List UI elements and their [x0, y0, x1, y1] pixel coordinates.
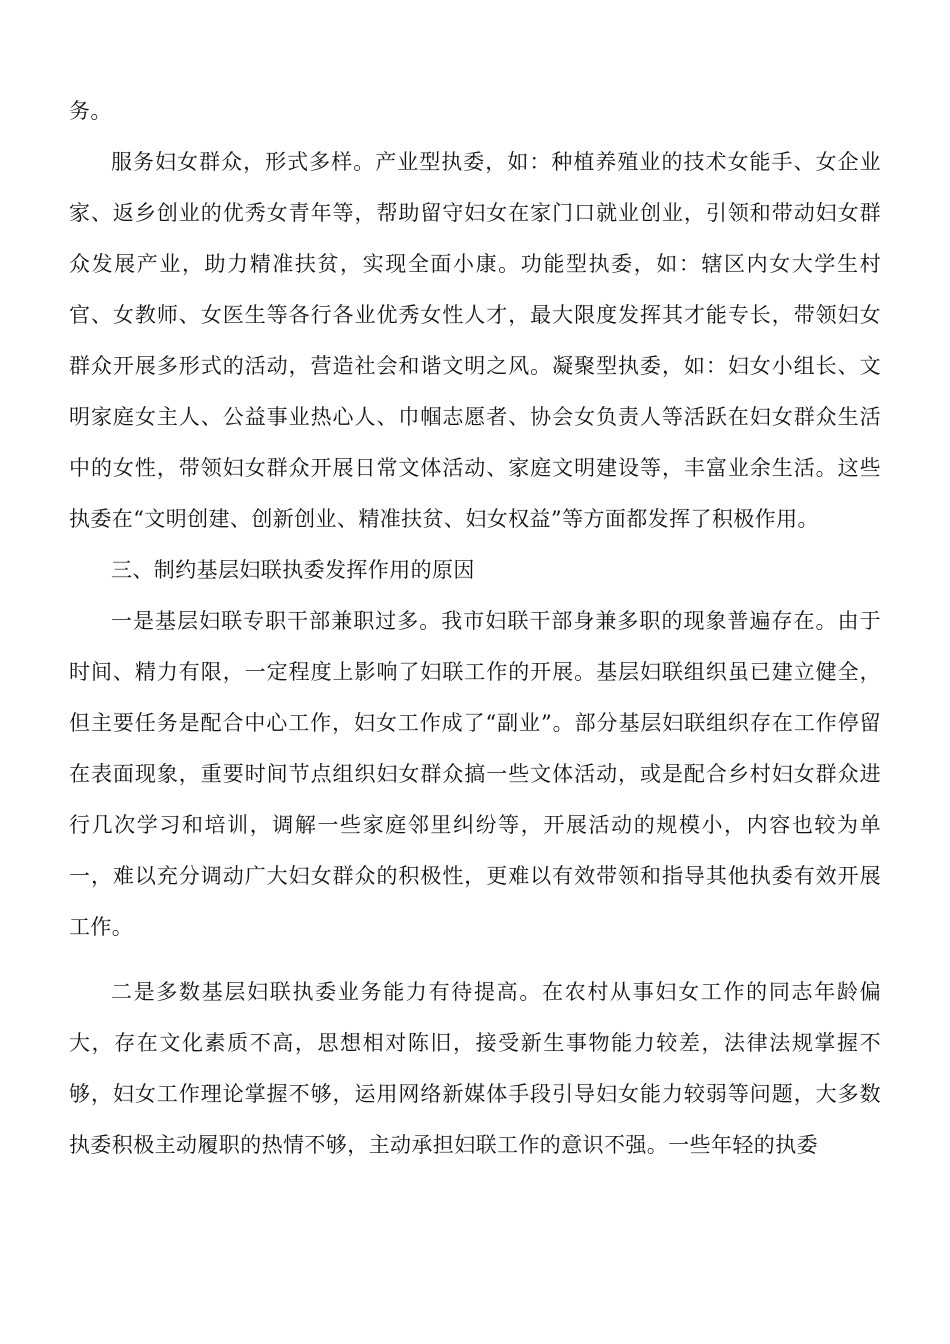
paragraph-point-two: 二是多数基层妇联执委业务能力有待提高。在农村从事妇女工作的同志年龄偏大，存在文化素质不高，思想相对陈旧，接受新生事物能力较差，法律法规掌握不够，妇女工作理论掌握不够，运用网络新媒体手段引导妇女能力较弱等问题，大多数执委积极主动履职的热情不够，主动承担妇联工作的意识不强。一些年轻的执委 — [69, 980, 881, 1157]
paragraph-continuation: 务。 — [69, 99, 112, 123]
paragraph-service-forms: 服务妇女群众，形式多样。产业型执委，如：种植养殖业的技术女能手、女企业家、返乡创业的优秀女青年等，帮助留守妇女在家门口就业创业，引领和带动妇女群众发展产业，助力精准扶贫，实现全面小康。功能型执委，如：辖区内女大学生村官、女教师、女医生等各行各业优秀女性人才，最大限度发挥其才能专长，带领妇女群众开展多形式的活动，营造社会和谐文明之风。凝聚型执委，如：妇女小组长、文明家庭女主人、公益事业热心人、巾帼志愿者、协会女负责人等活跃在妇女群众生活中的女性，带领妇女群众开展日常文体活动、家庭文明建设等，丰富业余生活。这些执委在“文明创建、创新创业、精准扶贫、妇女权益”等方面都发挥了积极作用。 — [69, 150, 881, 531]
section-heading-three: 三、制约基层妇联执委发挥作用的原因 — [111, 558, 475, 582]
paragraph-point-one: 一是基层妇联专职干部兼职过多。我市妇联干部身兼多职的现象普遍存在。由于时间、精力有限，一定程度上影响了妇联工作的开展。基层妇联组织虽已建立健全，但主要任务是配合中心工作，妇女工作成了“副业”。部分基层妇联组织存在工作停留在表面现象，重要时间节点组织妇女群众搞一些文体活动，或是配合乡村妇女群众进行几次学习和培训，调解一些家庭邻里纠纷等，开展活动的规模小，内容也较为单一，难以充分调动广大妇女群众的积极性，更难以有效带领和指导其他执委有效开展工作。 — [69, 609, 881, 939]
document-body — [69, 86, 881, 1171]
